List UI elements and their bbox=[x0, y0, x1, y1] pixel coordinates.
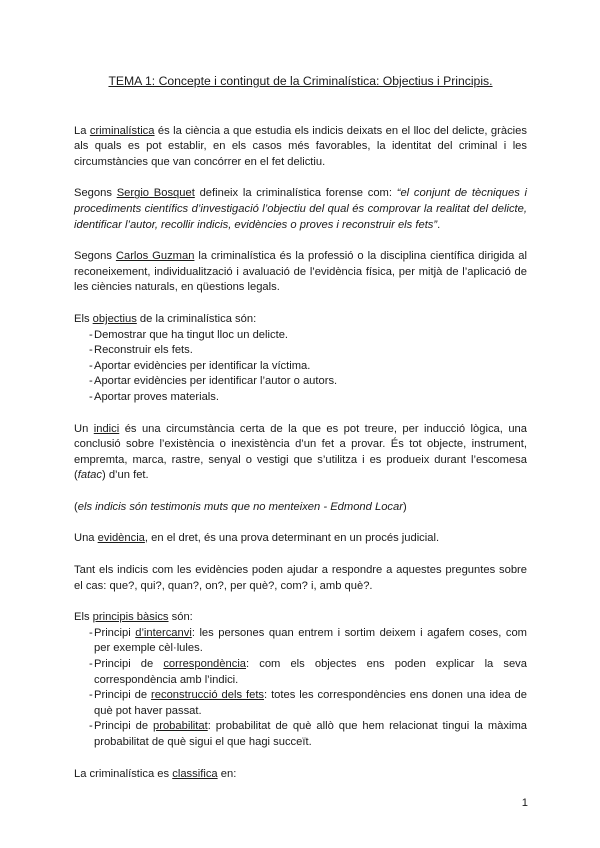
objectives-list bbox=[74, 328, 527, 406]
paragraph-definition: La criminalística és la ciència a que estudia els indicis deixats en el lloc del delicte, gràcies als quals es pot establir, en els casos més favorables, la identitat del criminal i les circumstàncies que van concórrer en el fet delictiu. bbox=[74, 124, 527, 168]
list-item: - Aportar proves materials. bbox=[74, 390, 527, 406]
term-fatac: fatac bbox=[77, 469, 102, 482]
page-number: 1 bbox=[521, 797, 528, 809]
principles-heading: Els principis bàsics són: bbox=[74, 611, 193, 624]
list-item: - Demostrar que ha tingut lloc un delicte. bbox=[74, 328, 527, 344]
document-body bbox=[74, 74, 527, 782]
list-item: - Principi de probabilitat: probabilitat de què allò que hem relacionat tingui la màxima probabilitat de què sigui el que hagi succeït. bbox=[74, 719, 527, 750]
term-objectius: objectius bbox=[92, 312, 137, 325]
paragraph-classification: La criminalística es classifica en: bbox=[74, 767, 237, 780]
term-indici: indici bbox=[93, 422, 120, 435]
paragraph-evidencia: Una evidència, en el dret, és una prova determinant en un procés judicial. bbox=[74, 532, 440, 545]
locard-quote: (els indicis són testimonis muts que no menteixen - Edmond Locar) bbox=[74, 500, 407, 513]
term-evidencia: evidència bbox=[97, 532, 145, 545]
page-title: TEMA 1: Concepte i contingut de la Criminalística: Objectius i Principis. bbox=[108, 74, 493, 88]
paragraph-questions: Tant els indicis com les evidències poden ajudar a respondre a aquestes preguntes sobre el cas: que?, qui?, quan?, on?, per què?, com? i, amb què?. bbox=[74, 564, 527, 592]
list-item: - Aportar evidències per identificar l’autor o autors. bbox=[74, 374, 527, 390]
list-item: - Principi de reconstrucció dels fets: totes les correspondències ens donen una idea de què pot haver passat. bbox=[74, 688, 527, 719]
term-classifica: classifica bbox=[172, 767, 218, 780]
list-item: - Aportar evidències per identificar la víctima. bbox=[74, 359, 527, 375]
paragraph-indici: Un indici és una circumstància certa de la que es pot treure, per inducció lògica, una conclusió sobre l’existència o inexistència d’un fet a provar. És tot objecte, instrument, empremta, marca, rastre, senyal o vestigi que s’utilitza i es produeix durant l’escomesa (fatac) d’un fet. bbox=[74, 422, 527, 482]
paragraph-guzman: Segons Carlos Guzman la criminalística és la professió o la disciplina científica dirigida al reconeixement, individualització i avaluació de l’evidència física, per mitjà de l’aplicació de les ciències naturals, en qüestions legals. bbox=[74, 250, 527, 294]
list-item: - Reconstruir els fets. bbox=[74, 343, 527, 359]
author-bosquet: Sergio Bosquet bbox=[116, 187, 195, 200]
paragraph-bosquet: Segons Sergio Bosquet defineix la criminalística forense com: “el conjunt de tècniques i procediments científics d’investigació l’objectiu del qual és comprovar la realitat del delicte, identificar l’autor, recollir indicis, evidències o proves i reconstruir els fets”. bbox=[74, 187, 528, 231]
principles-list bbox=[74, 626, 527, 751]
objectives-heading: Els objectius de la criminalística són: bbox=[74, 312, 257, 325]
list-item: - Principi de correspondència: com els objectes ens poden explicar la seva correspondència amb l’indici. bbox=[74, 657, 527, 688]
term-principis-basics: principis bàsics bbox=[92, 611, 169, 624]
bosquet-quote: “el conjunt de tècniques i procediments científics d’investigació l’objectiu del qual és comprovar la realitat del delicte, identificar l’autor, recollir indicis, evidències o proves i reconstruir els fets” bbox=[74, 187, 528, 231]
term-criminalistica: criminalística bbox=[89, 124, 155, 137]
author-guzman: Carlos Guzman bbox=[115, 250, 195, 263]
list-item: - Principi d’intercanvi: les persones quan entrem i sortim deixem i agafem coses, com per exemple cèl·lules. bbox=[74, 626, 527, 657]
